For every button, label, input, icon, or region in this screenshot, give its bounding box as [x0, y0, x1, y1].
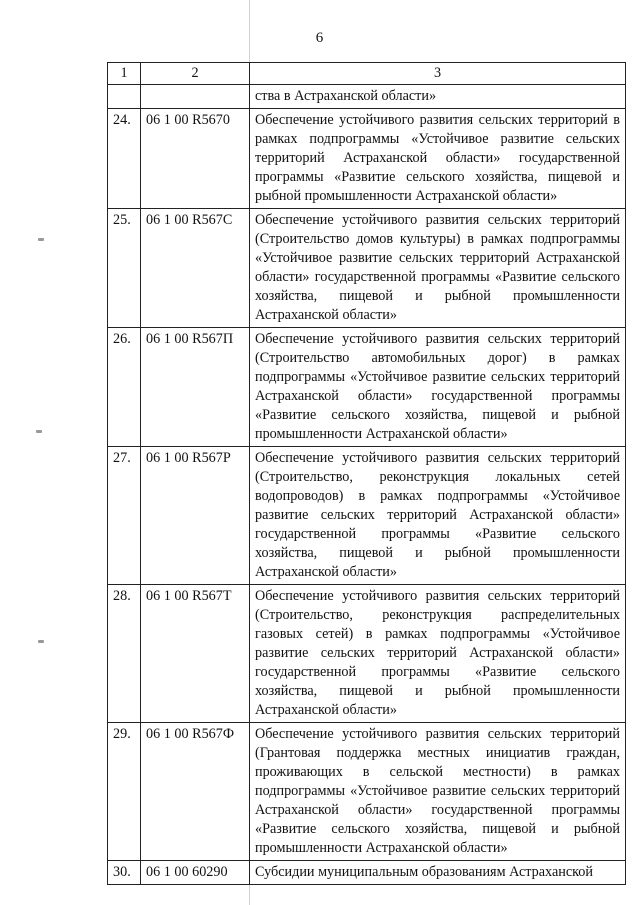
- row-code: 06 1 00 R567П: [141, 328, 250, 447]
- row-description: Обеспечение устойчивого развития сельских территорий (Строительство, реконструкция распределительных газовых сетей) в рамках подпрограммы «Устойчивое развитие сельских территорий Астраханской области» государственной программы «Развитие сельского хозяйства, пищевой и рыбной промышленности Астраханской области»: [250, 585, 626, 723]
- table-row: [108, 209, 626, 328]
- column-header: 2: [141, 63, 250, 85]
- page-number: 6: [315, 30, 324, 46]
- table-header-row: [108, 63, 626, 85]
- row-code: 06 1 00 R567P: [141, 447, 250, 585]
- row-number: 28.: [108, 585, 141, 723]
- table-cell: [141, 85, 250, 109]
- table-row: [108, 723, 626, 861]
- row-number: 29.: [108, 723, 141, 861]
- row-number: 26.: [108, 328, 141, 447]
- row-number: 25.: [108, 209, 141, 328]
- row-code: 06 1 00 R5670: [141, 109, 250, 209]
- row-description: Обеспечение устойчивого развития сельских территорий (Строительство, реконструкция локальных сетей водопроводов) в рамках подпрограммы «Устойчивое развитие сельских территорий Астраханской области» государственной программы «Развитие сельского хозяйства, пищевой и рыбной промышленности Астраханской области»: [250, 447, 626, 585]
- row-description: Обеспечение устойчивого развития сельских территорий (Грантовая поддержка местных инициатив граждан, проживающих в сельской местности) в рамках подпрограммы «Устойчивое развитие сельских территорий Астраханской области» государственной программы «Развитие сельского хозяйства, пищевой и рыбной промышленности Астраханской области»: [250, 723, 626, 861]
- table-cell: [108, 85, 141, 109]
- table-row: [108, 109, 626, 209]
- scan-speck: [38, 640, 44, 643]
- row-description: Обеспечение устойчивого развития сельских территорий (Строительство автомобильных дорог) в рамках подпрограммы «Устойчивое развитие сельских территорий Астраханской области» государственной программы «Развитие сельского хозяйства, пищевой и рыбной промышленности Астраханской области»: [250, 328, 626, 447]
- budget-classification-table: [107, 62, 626, 885]
- row-code: 06 1 00 60290: [141, 861, 250, 885]
- continuation-text: ства в Астраханской области»: [250, 85, 626, 109]
- row-description: Обеспечение устойчивого развития сельских территорий в рамках подпрограммы «Устойчивое развитие сельских территорий Астраханской области» государственной программы «Развитие сельского хозяйства, пищевой и рыбной промышленности Астраханской области»: [250, 109, 626, 209]
- row-code: 06 1 00 R567C: [141, 209, 250, 328]
- row-number: 30.: [108, 861, 141, 885]
- row-code: 06 1 00 R567Ф: [141, 723, 250, 861]
- scan-speck: [36, 430, 42, 433]
- row-number: 27.: [108, 447, 141, 585]
- column-header: 1: [108, 63, 141, 85]
- row-description: Субсидии муниципальным образованиям Астраханской: [250, 861, 626, 885]
- row-description: Обеспечение устойчивого развития сельских территорий (Строительство домов культуры) в рамках подпрограммы «Устойчивое развитие сельских территорий Астраханской области» государственной программы «Развитие сельского хозяйства, пищевой и рыбной промышленности Астраханской области»: [250, 209, 626, 328]
- row-code: 06 1 00 R567T: [141, 585, 250, 723]
- row-number: 24.: [108, 109, 141, 209]
- table-row: [108, 861, 626, 885]
- table-row: [108, 585, 626, 723]
- table-row-continuation: [108, 85, 626, 109]
- table-row: [108, 447, 626, 585]
- column-header: 3: [250, 63, 626, 85]
- scan-speck: [38, 238, 44, 241]
- table-row: [108, 328, 626, 447]
